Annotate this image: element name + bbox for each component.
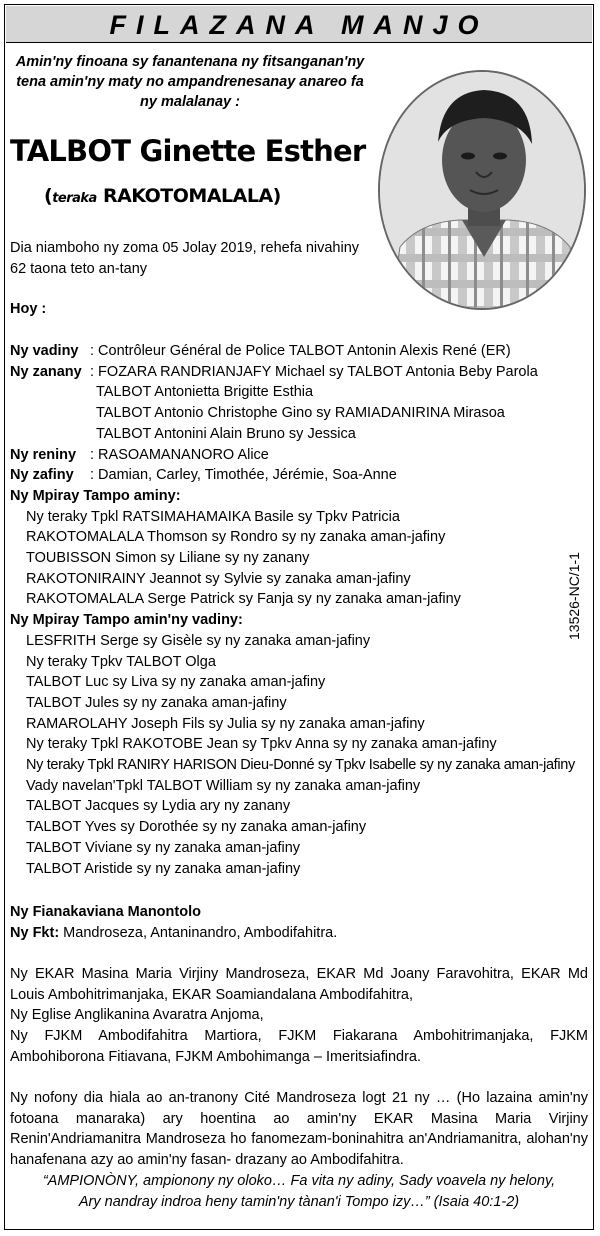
list-item: TALBOT Yves sy Dorothée sy ny zanaka aman-jafiny — [26, 819, 367, 836]
list-item: TALBOT Jules sy ny zanaka aman-jafiny — [26, 694, 287, 711]
mpiray-vadiny-label: Ny Mpiray Tampo amin'ny vadiny: — [10, 612, 243, 629]
fkt-label: Ny Fkt: — [10, 924, 60, 941]
church-line: Ny Eglise Anglikanina Avaratra Anjoma, — [10, 1007, 264, 1024]
fkt-value: Mandroseza, Antaninandro, Ambodifahitra. — [59, 924, 338, 941]
list-item: RAKOTONIRAINY Jeannot sy Sylvie sy zanaka aman-jafiny — [26, 570, 411, 587]
vadiny-value: : Contrôleur Général de Police TALBOT Antonin Alexis René (ER) — [90, 343, 511, 359]
zanany-label: Ny zanany — [10, 363, 82, 380]
scripture-quote — [10, 1171, 588, 1213]
deceased-name: TALBOT Ginette Esther — [10, 134, 366, 168]
list-item: Ny teraky Tpkl RANIRY HARISON Dieu-Donné sy Tpkv Isabelle sy ny zanaka aman-jafiny — [26, 757, 575, 774]
intro-text: Amin'ny finoana sy fanantenana ny fitsanganan'ny tena amin'ny maty no ampandrenesanay anareo fa ny malalanay : — [15, 54, 365, 110]
notice-title: FILAZANA MANJO — [109, 10, 489, 40]
maiden-name-line — [44, 185, 281, 207]
list-item: TALBOT Jacques sy Lydia ary ny zanany — [26, 798, 291, 815]
notice-header — [6, 6, 592, 43]
funeral-details: Ny nofony dia hiala ao an-tranony Cité Mandroseza logt 21 ny … (Ho lazaina amin'ny fotoana manaraka) ary hoentina ao amin'ny EKAR Masina Maria Virjiny Renin'Andriamanitra Mandroseza ho fanomezam-boninahitra an'Andriamanitra, alohan'ny hanafenana azy ao amin'ny fasan- drazany ao Ambodifahitra. — [10, 1090, 588, 1169]
reniny-value: : RASOAMANANORO Alice — [90, 446, 269, 463]
list-item: Vady navelan'Tpkl TALBOT William sy ny zanaka aman-jafiny — [26, 777, 421, 794]
list-item: TALBOT Viviane sy ny zanaka aman-jafiny — [26, 839, 301, 856]
zanany-row — [10, 362, 570, 383]
zafiny-label: Ny zafiny — [10, 467, 74, 484]
list-item: Ny teraky Tpkl RAKOTOBE Jean sy Tpkv Anna sy ny zanaka aman-jafiny — [26, 736, 497, 753]
zanany-line: : FOZARA RANDRIANJAFY Michael sy TALBOT Antonia Beby Parola — [90, 363, 538, 380]
mpiray-aminy-label: Ny Mpiray Tampo aminy: — [10, 487, 181, 504]
zanany-line: TALBOT Antonio Christophe Gino sy RAMIADANIRINA Mirasoa — [96, 405, 505, 422]
portrait-photo — [372, 65, 592, 315]
maiden-close: ) — [272, 185, 281, 207]
church-line: Ny FJKM Ambodifahitra Martiora, FJKM Fiakarana Ambohitrimanjaka, FJKM Ambohiborona Fitiavana, FJKM Ambohimanga – Imeritsiafindra. — [10, 1028, 588, 1065]
zafiny-row — [10, 465, 570, 486]
reniny-row — [10, 445, 570, 466]
reniny-label: Ny reniny — [10, 446, 77, 463]
churches-block — [10, 964, 588, 1068]
community-block — [10, 902, 337, 943]
zafiny-value: : Damian, Carley, Timothée, Jérémie, Soa-Anne — [90, 467, 397, 484]
maiden-name: RAKOTOMALALA — [102, 185, 273, 207]
vadiny-row — [10, 341, 570, 362]
hoy-label: Hoy : — [10, 301, 47, 317]
list-item: TALBOT Aristide sy ny zanaka aman-jafiny — [26, 860, 301, 877]
list-item: RAKOTOMALALA Serge Patrick sy Fanja sy ny zanaka aman-jafiny — [26, 591, 461, 608]
fkt-row — [10, 923, 337, 944]
maiden-prefix: teraka — [52, 191, 97, 206]
vadiny-label: Ny vadiny — [10, 343, 79, 359]
reference-code: 13526-NC/1-1 — [566, 552, 582, 640]
zanany-line: TALBOT Antonini Alain Bruno sy Jessica — [96, 425, 356, 442]
list-item: TALBOT Luc sy Liva sy ny zanaka aman-jafiny — [26, 674, 326, 691]
list-item: TOUBISSON Simon sy Liliane sy ny zanany — [26, 550, 310, 567]
list-item: Ny teraky Tpkv TALBOT Olga — [26, 653, 216, 670]
church-line: Ny EKAR Masina Maria Virjiny Mandroseza, EKAR Md Joany Faravohitra, EKAR Md Louis Ambohitrimanjaka, EKAR Soamiandalana Ambodifahitra, — [10, 966, 588, 1003]
list-item: LESFRITH Serge sy Gisèle sy ny zanaka aman-jafiny — [26, 632, 371, 649]
list-item: Ny teraky Tpkl RATSIMAHAMAIKA Basile sy Tpkv Patricia — [26, 508, 400, 525]
list-item: RAKOTOMALALA Thomson sy Rondro sy ny zanaka aman-jafiny — [26, 529, 446, 546]
portrait-illustration — [380, 72, 586, 310]
quote-line: Ary nandray indroa heny tamin'ny tànan'i Tompo izy…” (Isaia 40:1-2) — [78, 1194, 520, 1210]
maiden-open: ( — [44, 185, 53, 207]
quote-line: “AMPIONÒNY, ampionony ny oloko… Fa vita ny adiny, Sady voavela ny helony, — [42, 1173, 556, 1189]
zanany-line: TALBOT Antonietta Brigitte Esthia — [96, 384, 314, 401]
portrait-oval-frame — [378, 70, 586, 310]
list-item: RAMAROLAHY Joseph Fils sy Julia sy ny zanaka aman-jafiny — [26, 715, 425, 732]
death-notice: Dia niamboho ny zoma 05 Jolay 2019, rehefa nivahiny 62 taona teto an-tany — [10, 240, 360, 277]
fianakaviana-label: Ny Fianakaviana Manontolo — [10, 904, 201, 920]
